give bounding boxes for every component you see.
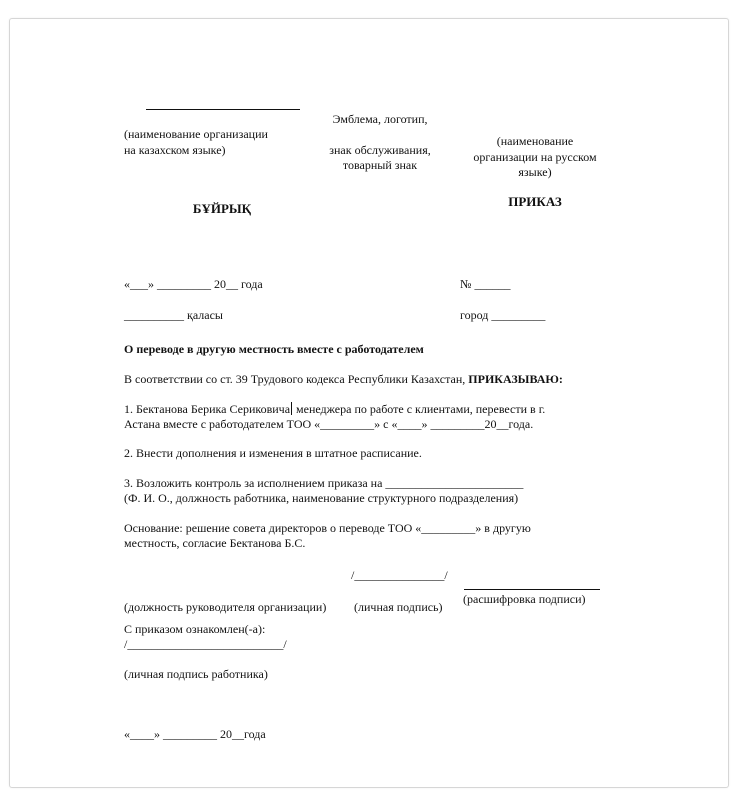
order-date: «___» _________ 20__ года <box>124 277 263 291</box>
paragraph-3-line2: (Ф. И. О., должность работника, наименование структурного подразделения) <box>124 491 519 505</box>
text-cursor <box>291 402 292 415</box>
document-page <box>9 18 729 788</box>
org-name-ru-line2: организации на русском <box>473 150 597 164</box>
signature-line: /_______________/ <box>351 568 448 582</box>
emblem-line1: Эмблема, логотип, <box>332 112 428 126</box>
employee-signature-caption: (личная подпись работника) <box>124 667 268 681</box>
basis-line2: местность, согласие Бектанова Б.С. <box>124 536 306 550</box>
decode-underline <box>464 589 600 590</box>
emblem-line3: знак обслуживания, <box>329 143 431 157</box>
order-intro <box>124 372 563 387</box>
paragraph-1-rest: менеджера по работе с клиентами, перевести в г. <box>293 402 546 416</box>
paragraph-3-line1: 3. Возложить контроль за исполнением приказа на _______________________ <box>124 476 524 490</box>
org-kz-underline <box>146 109 300 110</box>
acquainted-label: С приказом ознакомлен(-а): <box>124 622 266 636</box>
order-subject: О переводе в другую местность вместе с работодателем <box>124 342 424 356</box>
paragraph-1-line1 <box>124 402 545 417</box>
title-ru: ПРИКАЗ <box>508 194 562 209</box>
final-date: «____» _________ 20__года <box>124 727 266 741</box>
employee-name: 1. Бектанова Берика Сериковича <box>124 402 291 416</box>
head-position-caption: (должность руководителя организации) <box>124 600 327 614</box>
org-name-ru-line3: языке) <box>518 165 552 179</box>
employee-signature-line: /__________________________/ <box>124 637 287 651</box>
org-name-kz-line1: (наименование организации <box>124 127 268 141</box>
city-kz: __________ қаласы <box>124 308 223 322</box>
org-name-ru-line1: (наименование <box>496 134 574 148</box>
paragraph-2: 2. Внести дополнения и изменения в штатное расписание. <box>124 446 422 460</box>
intro-bold: ПРИКАЗЫВАЮ: <box>468 372 563 386</box>
org-name-kz-line2: на казахском языке) <box>124 143 226 157</box>
basis-line1: Основание: решение совета директоров о переводе ТОО «_________» в другую <box>124 521 531 535</box>
personal-signature-caption: (личная подпись) <box>354 600 443 614</box>
title-kz: БҰЙРЫҚ <box>192 201 252 216</box>
emblem-line4: товарный знак <box>342 158 418 172</box>
paragraph-1-line2: Астана вместе с работодателем ТОО «_________» с «____» _________20__года. <box>124 417 534 431</box>
intro-text: В соответствии со ст. 39 Трудового кодекса Республики Казахстан, <box>124 372 469 386</box>
order-number: № ______ <box>460 277 511 291</box>
signature-decode-caption: (расшифровка подписи) <box>463 592 586 606</box>
city-ru: город _________ <box>460 308 546 322</box>
